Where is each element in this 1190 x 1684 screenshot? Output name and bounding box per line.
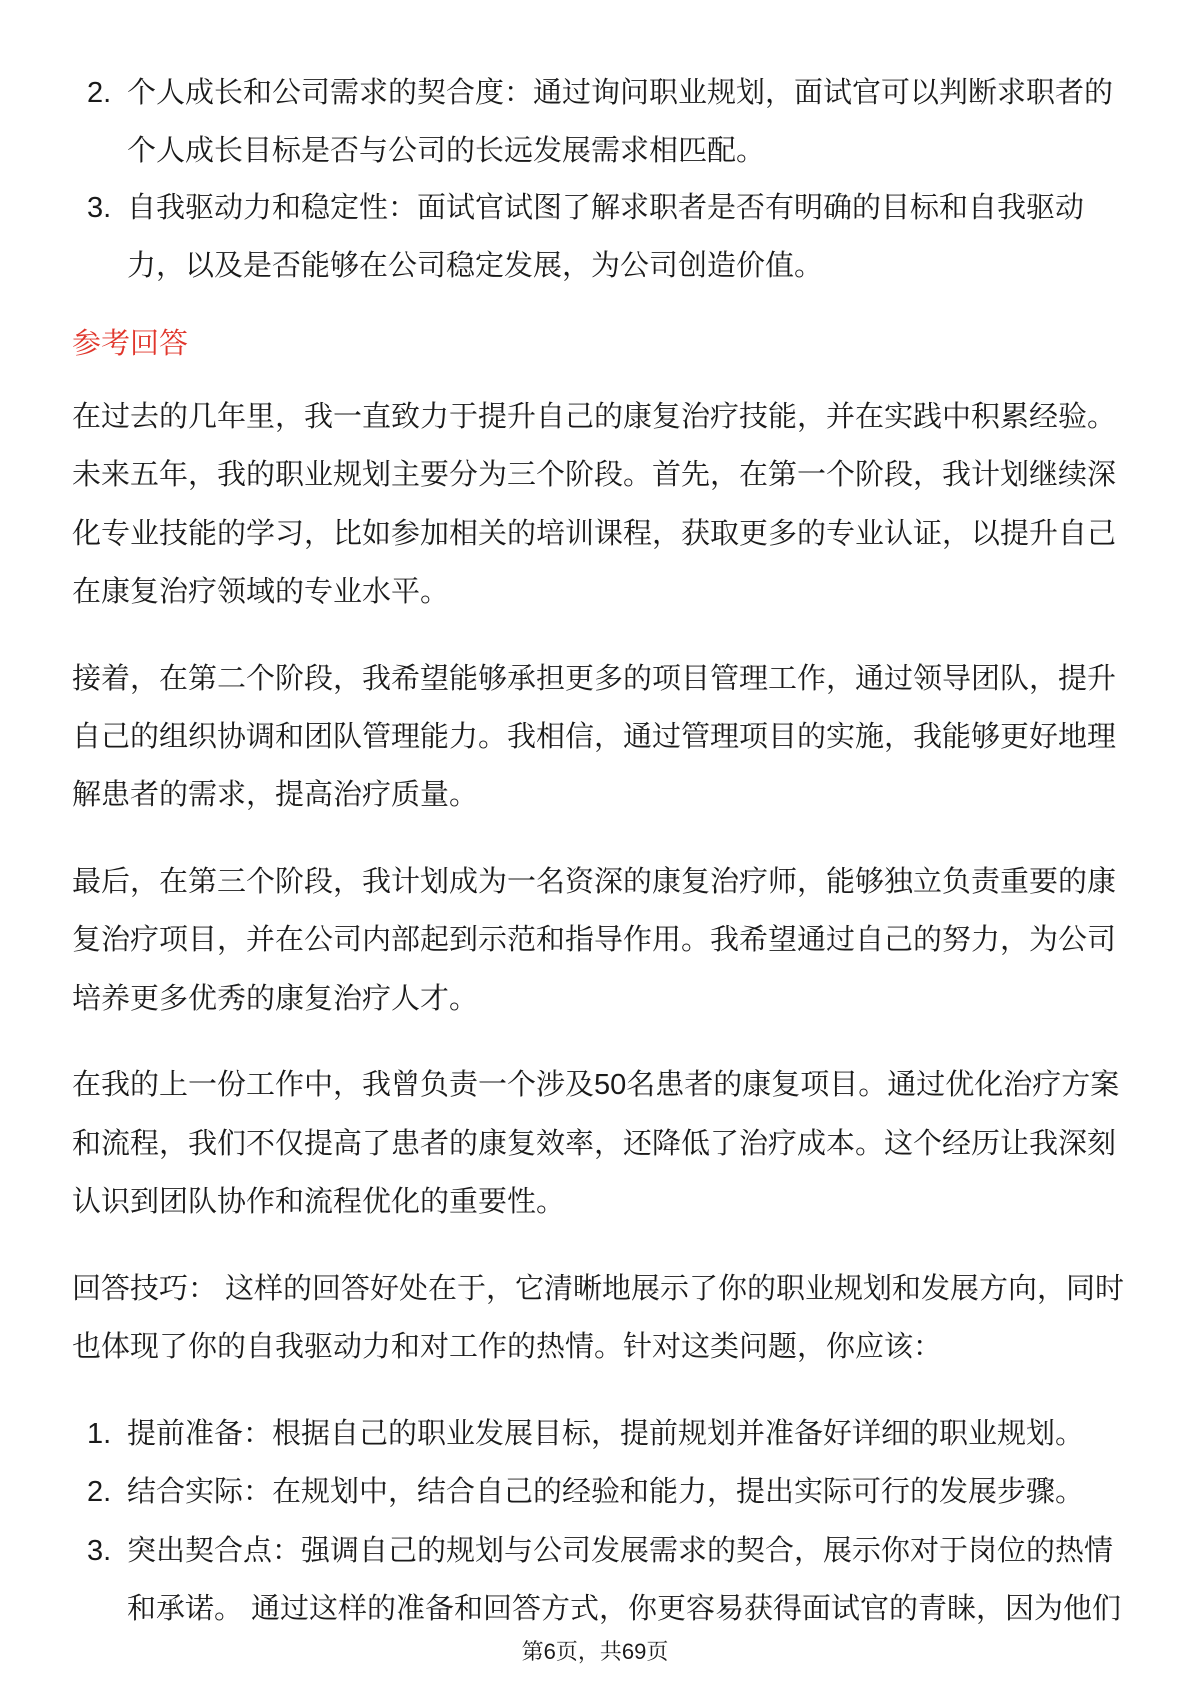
paragraph-line: 也体现了你的自我驱动力和对工作的热情。针对这类问题，你应该： [72, 1331, 943, 1364]
paragraph-line: 回答技巧： 这样的回答好处在于，它清晰地展示了你的职业规划和发展方向，同时 [72, 1272, 1125, 1305]
paragraph-line: 在过去的几年里，我一直致力于提升自己的康复治疗技能，并在实践中积累经验。 [72, 400, 1117, 433]
paragraph-line: 未来五年，我的职业规划主要分为三个阶段。首先，在第一个阶段，我计划继续深 [72, 459, 1117, 492]
page-number-label: 第6页，共69页 [521, 1639, 669, 1664]
list-number: 2. [87, 1476, 112, 1509]
tips-paragraph [72, 1260, 1132, 1377]
answer-paragraph [72, 853, 1132, 1028]
paragraph-line: 化专业技能的学习，比如参加相关的培训课程，获取更多的专业认证，以提升自己 [72, 517, 1117, 550]
list-item-line: 力，以及是否能够在公司稳定发展，为公司创造价值。 [127, 249, 824, 282]
list-item [72, 1463, 1132, 1521]
paragraph-line: 和流程，我们不仅提高了患者的康复效率，还降低了治疗成本。这个经历让我深刻 [72, 1127, 1117, 1160]
list-item-line: 突出契合点：强调自己的规划与公司发展需求的契合，展示你对于岗位的热情 [127, 1534, 1114, 1567]
list-item-line: 结合实际：在规划中，结合自己的经验和能力，提出实际可行的发展步骤。 [127, 1476, 1085, 1509]
paragraph-line: 自己的组织协调和团队管理能力。我相信，通过管理项目的实施，我能够更好地理 [72, 720, 1117, 753]
list-item [72, 1522, 1132, 1639]
tips-list [72, 1405, 1132, 1639]
answer-paragraph [72, 1056, 1132, 1231]
evaluation-points-list [72, 65, 1132, 295]
list-item [72, 1405, 1132, 1463]
list-item-line: 个人成长目标是否与公司的长远发展需求相匹配。 [127, 134, 766, 167]
paragraph-line: 认识到团队协作和流程优化的重要性。 [72, 1186, 566, 1219]
list-item-line: 自我驱动力和稳定性：面试官试图了解求职者是否有明确的目标和自我驱动 [127, 192, 1085, 225]
list-item-line: 个人成长和公司需求的契合度：通过询问职业规划，面试官可以判断求职者的 [127, 77, 1114, 109]
page-footer [0, 1638, 1190, 1666]
section-heading: 参考回答 [72, 327, 189, 360]
list-item-line: 和承诺。 通过这样的准备和回答方式，你更容易获得面试官的青睐，因为他们 [127, 1593, 1122, 1626]
page-content [72, 65, 1132, 1638]
list-item [72, 180, 1132, 295]
list-item [72, 65, 1132, 180]
paragraph-line: 接着，在第二个阶段，我希望能够承担更多的项目管理工作，通过领导团队，提升 [72, 662, 1117, 695]
paragraph-line: 解患者的需求，提高治疗质量。 [72, 779, 479, 812]
answer-paragraph [72, 388, 1132, 622]
paragraph-line: 在我的上一份工作中，我曾负责一个涉及50名患者的康复项目。通过优化治疗方案 [72, 1069, 1120, 1102]
list-number: 3. [87, 1534, 112, 1567]
list-number: 2. [87, 77, 112, 109]
paragraph-line: 最后，在第三个阶段，我计划成为一名资深的康复治疗师，能够独立负责重要的康 [72, 865, 1117, 898]
answer-paragraph [72, 650, 1132, 825]
paragraph-line: 复治疗项目，并在公司内部起到示范和指导作用。我希望通过自己的努力，为公司 [72, 924, 1117, 957]
paragraph-line: 在康复治疗领域的专业水平。 [72, 575, 450, 608]
list-item-line: 提前准备：根据自己的职业发展目标，提前规划并准备好详细的职业规划。 [127, 1417, 1085, 1450]
paragraph-line: 培养更多优秀的康复治疗人才。 [72, 982, 479, 1015]
list-number: 1. [87, 1417, 112, 1450]
list-number: 3. [87, 192, 112, 225]
